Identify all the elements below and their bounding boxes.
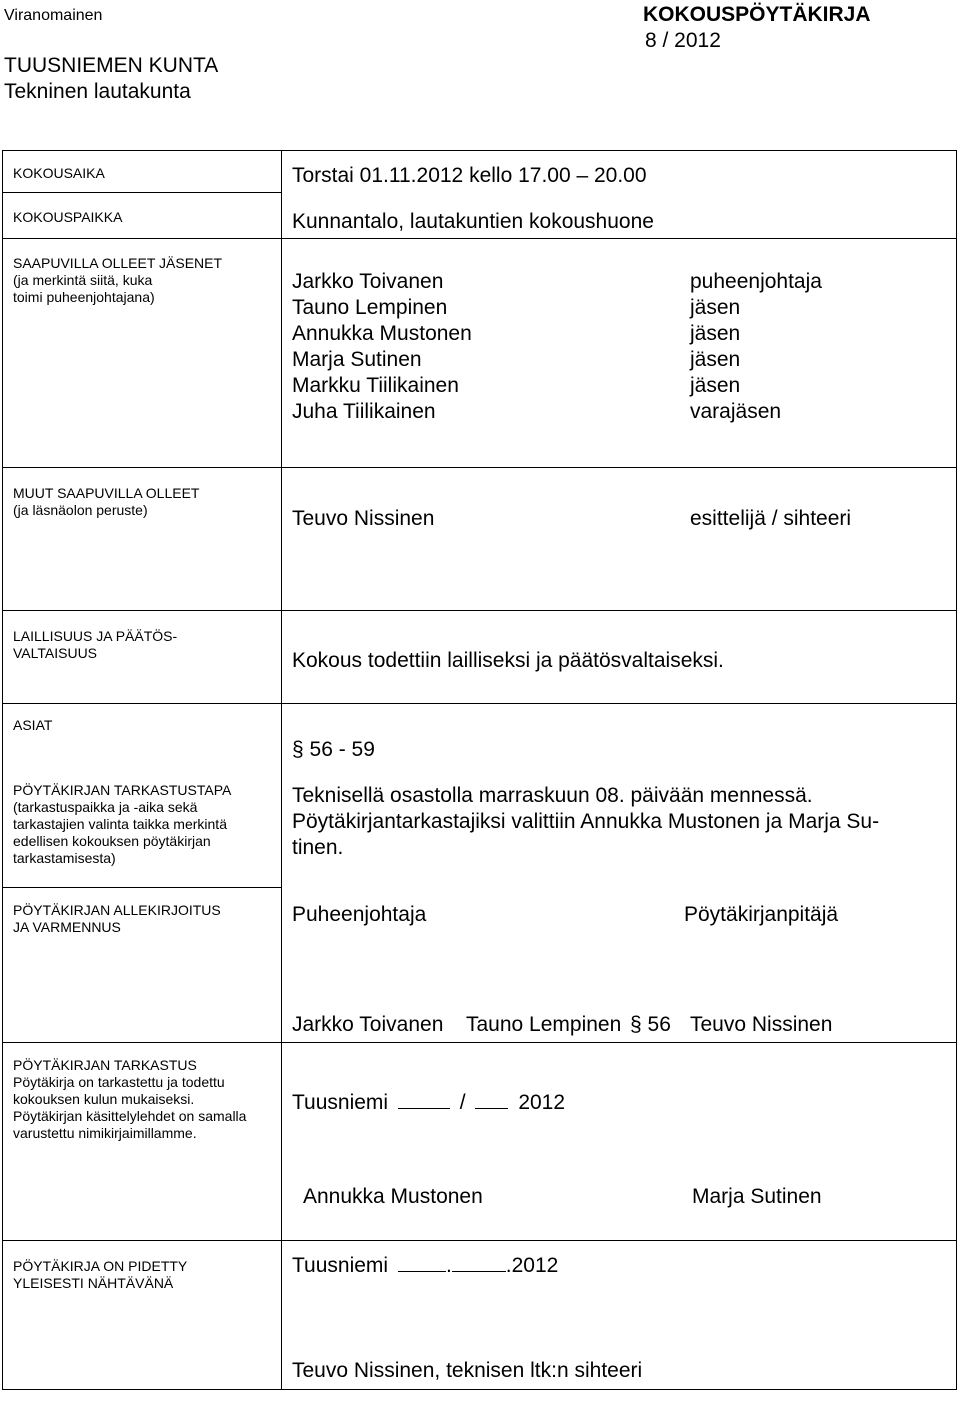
others-present-role: esittelijä / sihteeri [690, 507, 852, 530]
review-place: Tuusniemi [292, 1091, 389, 1114]
document-type: KOKOUSPÖYTÄKIRJA [643, 3, 871, 26]
document-status: Viranomainen [4, 7, 103, 24]
list-item: jäsen [690, 322, 741, 345]
list-item: varajäsen [690, 400, 782, 423]
members-present-label: SAAPUVILLA OLLEET JÄSENET (ja merkintä siitä, kuka toimi puheenjohtajana) [13, 255, 223, 305]
meeting-time-value: Torstai 01.11.2012 kello 17.00 – 20.00 [292, 164, 647, 187]
others-present-name: Teuvo Nissinen [292, 507, 435, 530]
list-item: Tauno Lempinen [292, 296, 448, 319]
review-method-label: PÖYTÄKIRJAN TARKASTUSTAPA (tarkastuspaikka ja -aika sekä tarkastajien valinta taikka merkintä edellisen kokouksen pöytäkirjan tarkastamisesta) [13, 782, 232, 866]
reviewer-1-name: Annukka Mustonen [303, 1185, 483, 1208]
section-reference: § 56 [630, 1013, 671, 1036]
members-roles [690, 269, 822, 425]
matters-value: § 56 - 59 [292, 738, 375, 761]
list-item: Annukka Mustonen [292, 322, 472, 345]
others-present-label: MUUT SAAPUVILLA OLLEET (ja läsnäolon peruste) [13, 485, 200, 518]
list-item: Marja Sutinen [292, 348, 422, 371]
review-method-value: Teknisellä osastolla marraskuun 08. päivään mennessä. Pöytäkirjantarkastajiksi valittiin Annukka Mustonen ja Marja Su- tinen. [292, 784, 880, 859]
review-month-blank [475, 1088, 508, 1109]
list-item: jäsen [690, 296, 741, 319]
meeting-place-value: Kunnantalo, lautakuntien kokoushuone [292, 210, 654, 233]
public-display-day-blank [398, 1251, 446, 1272]
committee-name: Tekninen lautakunta [4, 80, 191, 103]
document-number: 8 / 2012 [645, 29, 721, 52]
signatures-label: PÖYTÄKIRJAN ALLEKIRJOITUS JA VARMENNUS [13, 902, 221, 935]
list-item: puheenjohtaja [690, 270, 822, 293]
public-display-month-blank [452, 1251, 506, 1272]
secretary-title: Pöytäkirjanpitäjä [684, 903, 839, 926]
chair-name: Jarkko Toivanen [292, 1013, 444, 1036]
review-year: 2012 [518, 1091, 566, 1114]
review-date-line [292, 1088, 565, 1116]
chair-title: Puheenjohtaja [292, 903, 427, 926]
review-separator: / [459, 1091, 466, 1114]
chair2-name: Tauno Lempinen [466, 1013, 622, 1036]
public-display-dot: . [445, 1254, 452, 1277]
list-item: Jarkko Toivanen [292, 270, 444, 293]
review-day-blank [398, 1088, 450, 1109]
meeting-time-label: KOKOUSAIKA [13, 165, 105, 181]
list-item: Markku Tiilikainen [292, 374, 459, 397]
public-display-place: Tuusniemi [292, 1254, 389, 1277]
members-names [292, 269, 472, 425]
municipality-name: TUUSNIEMEN KUNTA [4, 54, 219, 77]
secretary-name: Teuvo Nissinen [690, 1013, 833, 1036]
public-display-year: .2012 [505, 1254, 559, 1277]
review-label: PÖYTÄKIRJAN TARKASTUS Pöytäkirja on tarkastettu ja todettu kokouksen kulun mukaiseksi. Pöytäkirjan käsittelylehdet on samalla varustettu nimikirjaimillamme. [13, 1057, 247, 1141]
list-item: jäsen [690, 374, 741, 397]
meeting-place-label: KOKOUSPAIKKA [13, 209, 123, 225]
legality-value: Kokous todettiin lailliseksi ja päätösvaltaiseksi. [292, 649, 724, 672]
list-item: Juha Tiilikainen [292, 400, 436, 423]
list-item: jäsen [690, 348, 741, 371]
public-display-label: PÖYTÄKIRJA ON PIDETTY YLEISESTI NÄHTÄVÄNÄ [13, 1258, 188, 1291]
legality-label: LAILLISUUS JA PÄÄTÖS- VALTAISUUS [13, 628, 178, 661]
public-display-date-line [292, 1251, 558, 1279]
public-display-signer: Teuvo Nissinen, teknisen ltk:n sihteeri [292, 1359, 643, 1382]
reviewer-2-name: Marja Sutinen [692, 1185, 822, 1208]
matters-label: ASIAT [13, 717, 53, 733]
